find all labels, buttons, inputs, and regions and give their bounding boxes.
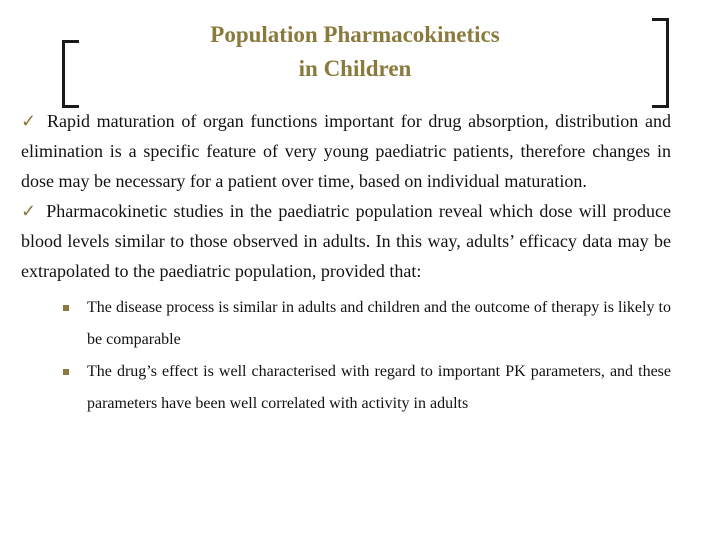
bullet-item [21,106,671,196]
bullet-text: Rapid maturation of organ functions important for drug absorption, distribution and elimination is a specific feature of very young paediatric patients, therefore changes in dose may be necessary for a patient over time, based on individual maturation. [21,111,671,191]
sub-bullet-item [21,356,671,420]
checkmark-icon: ✓ [21,111,39,131]
bullet-item [21,196,671,286]
checkmark-icon: ✓ [21,201,38,221]
bullet-text: Pharmacokinetic studies in the paediatric population reveal which dose will produce blood levels similar to those observed in adults. In this way, adults’ efficacy data may be extrapolated to the paediatric population, provided that: [21,201,671,281]
left-bracket-decoration [62,40,79,108]
square-bullet-icon [63,369,69,375]
slide-title [120,18,590,86]
slide-title-line-2: in Children [298,56,412,81]
slide-title-line-1: Population Pharmacokinetics [210,22,500,47]
sub-bullet-text: The drug’s effect is well characterised with regard to important PK parameters, and these parameters have been well correlated with activity in adults [87,363,671,412]
right-bracket-decoration [652,18,669,108]
sub-bullet-list [21,292,671,420]
sub-bullet-text: The disease process is similar in adults and children and the outcome of therapy is likely to be comparable [87,299,671,348]
slide-body [21,106,671,420]
square-bullet-icon [63,305,69,311]
sub-bullet-item [21,292,671,356]
